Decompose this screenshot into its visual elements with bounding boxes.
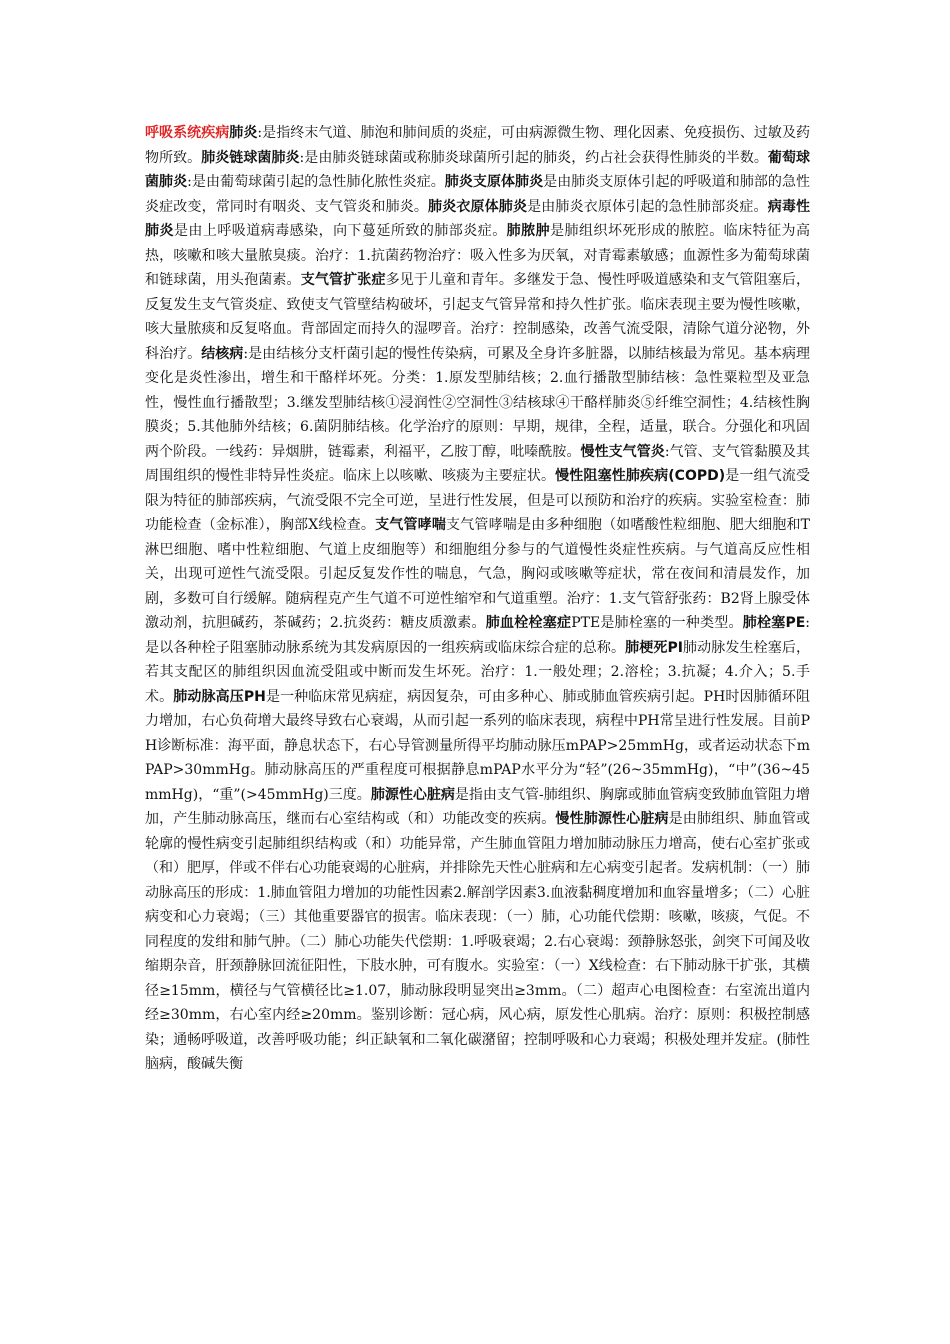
body-text-run: 是由肺炎支原体引起的呼吸道和肺部的急性炎症改变，常同时有咽炎、支气管炎和肺炎。 — [145, 174, 811, 215]
term-heading: 病毒性肺炎 — [145, 198, 811, 239]
body-text-run: 支气管哮喘是由多种细胞（如嗜酸性粒细胞、肥大细胞和T淋巴细胞、嗜中性粒细胞、气道上皮细胞等）和细胞组分参与的气道慢性炎症性疾病。与气道高反应性相关，出现可逆性气流受限。引起反复发作性的喘息，气急，胸闷或咳嗽等症状，常在夜间和清晨发作，加剧，多数可自行缓解。随病程克产生气道不可逆性缩窄和气道重塑。治疗：1.支气管舒张药：B2肾上腺受体激动剂，抗胆碱药，茶碱药；2.抗炎药：糖皮质激素。 — [145, 517, 811, 631]
term-heading: 肺源性心脏病 — [370, 786, 455, 803]
body-text-run: 是由肺炎衣原体引起的急性肺部炎症。 — [527, 198, 768, 215]
term-heading: 肺炎衣原体肺炎 — [428, 198, 528, 215]
term-heading: 结核病 — [201, 345, 244, 362]
body-text-run: 是肺组织坏死形成的脓腔。临床特征为高热，咳嗽和咳大量脓臭痰。治疗：1.抗菌药物治疗：吸入性多为厌氧，对青霉素敏感；血源性多为葡萄球菌和链球菌，用头孢菌素。 — [145, 223, 811, 288]
body-text-run: 是由上呼吸道病毒感染，向下蔓延所致的肺部炎症。 — [173, 223, 507, 239]
term-heading: 肺炎 — [229, 125, 258, 141]
term-heading: 肺血栓栓塞症 — [485, 615, 572, 631]
body-text-run: :是以各种栓子阻塞肺动脉系统为其发病原因的一组疾病或临床综合症的总称。 — [145, 615, 811, 656]
body-text-run: :是由葡萄球菌引起的急性肺化脓性炎症。 — [187, 174, 445, 190]
term-heading: 肺炎链球菌肺炎 — [201, 149, 300, 166]
body-text-run: 是指由支气管-肺组织、胸廓或肺血管病变致肺血管阻力增加，产生肺动脉高压，继而右心室结构或（和）功能改变的疾病。 — [145, 786, 810, 827]
term-heading: 肺脓肿 — [506, 223, 551, 239]
body-text-run: :是由结核分支杆菌引起的慢性传染病，可累及全身许多脏器，以肺结核最为常见。基本病理变化是炎性渗出，增生和干酪样坏死。分类：1.原发型肺结核；2.血行播散型肺结核：急性粟粒型及亚急性，慢性血行播散型；3.继发型肺结核①浸润性②空洞性③结核球④干酪样肺炎⑤纤维空洞性；4.结核性胸膜炎；5.其他肺外结核；6.菌阴肺结核。化学治疗的原则：早期，规律，全程，适量，联合。分强化和巩固两个阶段。一线药：异烟肼，链霉素，利福平，乙胺丁醇，吡嗪酰胺。 — [145, 345, 811, 460]
body-text-run: :是由肺炎链球菌或称肺炎球菌所引起的肺炎，约占社会获得性肺炎的半数。 — [299, 149, 768, 166]
term-heading: 慢性肺源性心脏病 — [555, 811, 669, 827]
term-heading: 慢性阻塞性肺疾病(COPD) — [555, 468, 726, 484]
body-text-run: 多见于儿童和青年。多继发于急、慢性呼吸道感染和支气管阻塞后，反复发生支气管炎症、致使支气管壁结构破坏，引起支气管异常和持久性扩张。临床表现主要为慢性咳嗽，咳大量脓痰和反复咯血。背部固定而持久的湿啰音。治疗：控制感染，改善气流受限，清除气道分泌物，外科治疗。 — [145, 272, 811, 362]
term-heading: 慢性支气管炎 — [580, 443, 665, 460]
term-heading: 肺动脉高压PH — [173, 688, 266, 705]
body-text-run: 是一种临床常见病症，病因复杂，可由多种心、肺或肺血管疾病引起。PH时因肺循环阻力增加，右心负荷增大最终导致右心衰竭，从而引起一系列的临床表现，病程中PH常呈进行性发展。目前PH诊断标准：海平面，静息状态下，右心导管测量所得平均肺动脉压mPAP>25mmHg，或者运动状态下mPAP>30mmHg。肺动脉高压的严重程度可根据静息mPAP水平分为“轻”(26~35mmHg)，“中”(36~45mmHg)，“重”(>45mmHg)三度。 — [145, 688, 810, 803]
section-heading: 呼吸系统疾病 — [145, 125, 230, 141]
term-heading: 肺梗死PI — [625, 639, 683, 656]
body-text-run: 是一组气流受限为特征的肺部疾病，气流受限不完全可逆，呈进行性发展，但是可以预防和治疗的疾病。实验室检查：肺功能检查（金标准），胸部X线检查。 — [145, 468, 810, 533]
term-heading: 肺炎支原体肺炎 — [444, 174, 544, 190]
term-heading: 支气管扩张症 — [300, 272, 386, 288]
body-text-run: PTE是肺栓塞的一种类型。 — [571, 615, 743, 631]
document-body-paragraph — [145, 121, 810, 1077]
body-text-run: :气管、支气管黏膜及其周围组织的慢性非特异性炎症。临床上以咳嗽、咳痰为主要症状。 — [145, 443, 811, 484]
term-heading: 葡萄球菌肺炎 — [145, 149, 811, 190]
body-text-run: :是指终末气道、肺泡和肺间质的炎症，可由病源微生物、理化因素、免疫损伤、过敏及药物所致。 — [145, 125, 811, 166]
term-heading: 肺栓塞PE — [742, 615, 806, 631]
body-text-run: 肺动脉发生栓塞后，若其支配区的肺组织因血流受阻或中断而发生坏死。治疗：1.一般处理；2.溶栓；3.抗凝；4.介入；5.手术。 — [145, 639, 811, 705]
term-heading: 支气管哮喘 — [375, 517, 447, 533]
body-text-run: 是由肺组织、肺血管或轮廓的慢性病变引起肺组织结构或（和）功能异常，产生肺血管阻力增加肺动脉压力增高，使右心室扩张或（和）肥厚，伴或不伴右心功能衰竭的心脏病，并排除先天性心脏病和左心病变引起者。发病机制：（一）肺动脉高压的形成：1.肺血管阻力增加的功能性因素2.解剖学因素3.血液黏稠度增加和血容量增多；（二）心脏病变和心力衰竭；（三）其他重要器官的损害。临床表现：（一）肺，心功能代偿期：咳嗽，咳痰，气促。不同程度的发绀和肺气肿。（二）肺心功能失代偿期：1.呼吸衰竭；2.右心衰竭：颈静脉怒张，剑突下可闻及收缩期杂音，肝颈静脉回流征阳性，下肢水肿，可有腹水。实验室：（一）X线检查：右下肺动脉干扩张，其横径≥15mm，横径与气管横径比≥1.07，肺动脉段明显突出≥3mm。（二）超声心电图检查：右室流出道内经≥30mm，右心室内经≥20mm。鉴别诊断：冠心病，风心病，原发性心肌病。治疗：原则：积极控制感染；通畅呼吸道，改善呼吸功能；纠正缺氧和二氧化碳潴留；控制呼吸和心力衰竭；积极处理并发症。(肺性脑病，酸碱失衡 — [145, 811, 811, 1072]
